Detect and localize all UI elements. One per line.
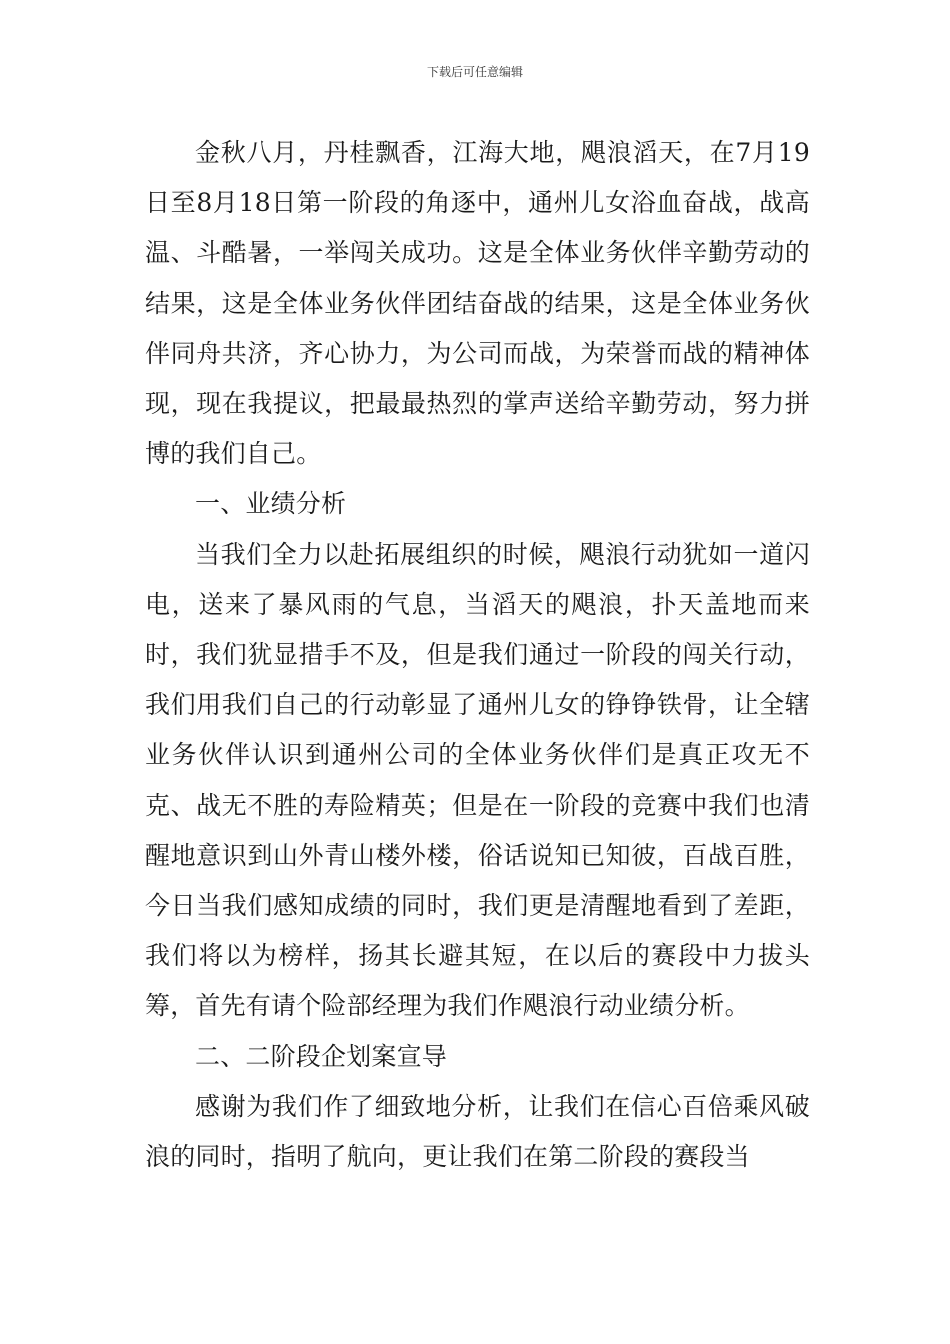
- page-header: 下载后可任意编辑: [426, 65, 523, 79]
- section-heading-performance: 一、业绩分析: [195, 489, 347, 519]
- paragraph-intro: 金秋八月，丹桂飘香，江海大地，飓浪滔天，在7月19日至8月18日第一阶段的角逐中，通州儿女浴血奋战，战高温、斗酷暑，一举闯关成功。这是全体业务伙伴辛勤劳动的结果，这是全体业务伙伴团结奋战的结果，这是全体业务伙伴同舟共济，齐心协力，为公司而战，为荣誉而战的精神体现，现在我提议，把最最热烈的掌声送给辛勤劳动，努力拼博的我们自己。: [145, 138, 810, 469]
- paragraph-performance: 当我们全力以赴拓展组织的时候，飓浪行动犹如一道闪电，送来了暴风雨的气息，当滔天的飓浪，扑天盖地而来时，我们犹显措手不及，但是我们通过一阶段的闯关行动，我们用我们自己的行动彰显了通州儿女的铮铮铁骨，让全辖业务伙伴认识到通州公司的全体业务伙伴们是真正攻无不克、战无不胜的寿险精英；但是在一阶段的竞赛中我们也清醒地意识到山外青山楼外楼，俗话说知已知彼，百战百胜，今日当我们感知成绩的同时，我们更是清醒地看到了差距，我们将以为榜样，扬其长避其短，在以后的赛段中力拔头筹，首先有请个险部经理为我们作飓浪行动业绩分析。: [145, 539, 810, 1021]
- document-body: [145, 128, 810, 1182]
- paragraph-plan: 感谢为我们作了细致地分析，让我们在信心百倍乘风破浪的同时，指明了航向，更让我们在第二阶段的赛段当: [145, 1091, 810, 1172]
- section-heading-plan: 二、二阶段企划案宣导: [195, 1041, 448, 1071]
